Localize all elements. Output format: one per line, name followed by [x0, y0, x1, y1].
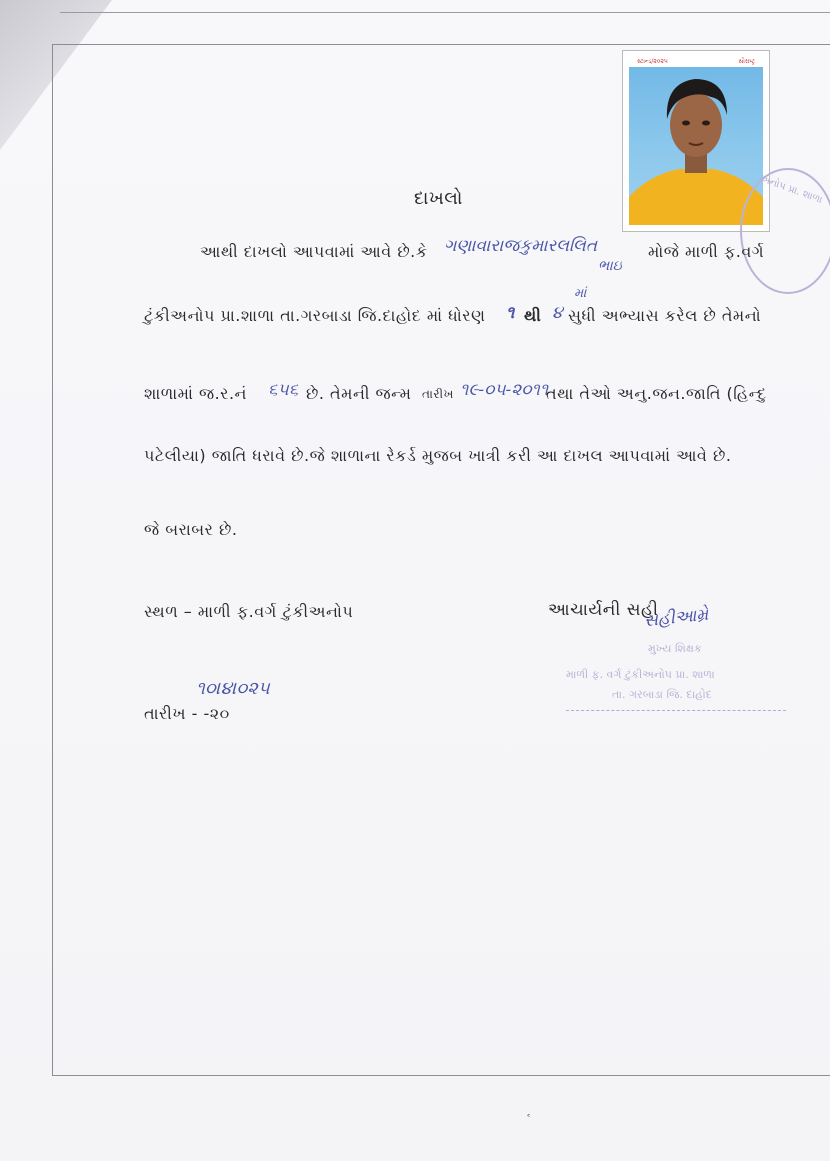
line4: પટેલીયા) જાતિ ધરાવે છે.જે શાળાના રેકર્ડ મુજબ ખાત્રી કરી આ દાખલ આપવામાં આવે છે.: [144, 446, 732, 465]
line1-suffix: મોજે માળી ફ.વર્ગ: [648, 242, 765, 261]
principal-signature: સહીઆમ્રે: [643, 604, 710, 632]
line3-prefix: શાળામાં જ.ર.નં: [144, 384, 247, 403]
gr-number: ૬૫૬: [268, 380, 299, 400]
student-name-extra: ભાઇ: [598, 258, 622, 274]
date-of-birth: ૧૯-૦૫-૨૦૧૧: [460, 380, 549, 400]
line3-suffix: તથા તેઓ અનુ.જન.જાતિ (હિન્દુ: [546, 384, 767, 403]
photo-caption-left: સ્ટાન્ડ/૨૦૨૫: [637, 58, 668, 65]
top-border-line: [60, 12, 830, 13]
person-portrait-icon: [629, 57, 763, 225]
document-title: દાખલો: [414, 188, 463, 209]
line2-mid: થી: [524, 306, 542, 325]
line2-prefix: ટુંકીઅનોપ પ્રા.શાળા તા.ગરબાડા જિ.દાહોદ માં ધોરણ: [144, 306, 486, 325]
seal-designation: મુખ્ય શિક્ષક: [648, 642, 702, 655]
line1-prefix: આથી દાખલો આપવામાં આવે છે.કે: [200, 242, 428, 261]
student-name: ગણાવારાજકુમારલલિત: [444, 236, 597, 256]
round-school-stamp: [740, 168, 830, 294]
std-suffix-mark: માં: [574, 286, 587, 301]
scan-mark: ˂: [526, 1114, 532, 1125]
photo-caption-right: સૌરાષ્ટ્ર: [738, 58, 755, 65]
line5: જે બરાબર છે.: [144, 520, 238, 539]
seal-address: તા. ગરબાડા જિ. દાહોદ: [612, 688, 712, 701]
round-stamp-text: અનોપ પ્રા. શાળા: [758, 173, 824, 206]
seal-underline: [566, 710, 786, 711]
photo-image: [629, 57, 763, 225]
std-from: ૧: [506, 303, 515, 323]
seal-school-name: માળી ફ. વર્ગ ટુંકીઅનોપ પ્રા. શાળા: [566, 668, 715, 681]
line2-suffix: સુધી અભ્યાસ કરેલ છે તેમનો: [568, 306, 762, 325]
place-label: સ્થળ – માળી ફ.વર્ગ ટુંકીઅનોપ: [144, 602, 354, 621]
line3-mid: છે. તેમની જન્મ: [306, 384, 412, 403]
dob-label: તારીખ: [422, 387, 454, 401]
date-handwritten: ૧૦।૪।૦૨૫: [196, 678, 270, 699]
principal-sign-label: આચાર્યની સહી: [548, 600, 659, 620]
std-to: ૪: [552, 303, 563, 323]
date-label: તારીખ - -૨૦: [144, 704, 230, 723]
